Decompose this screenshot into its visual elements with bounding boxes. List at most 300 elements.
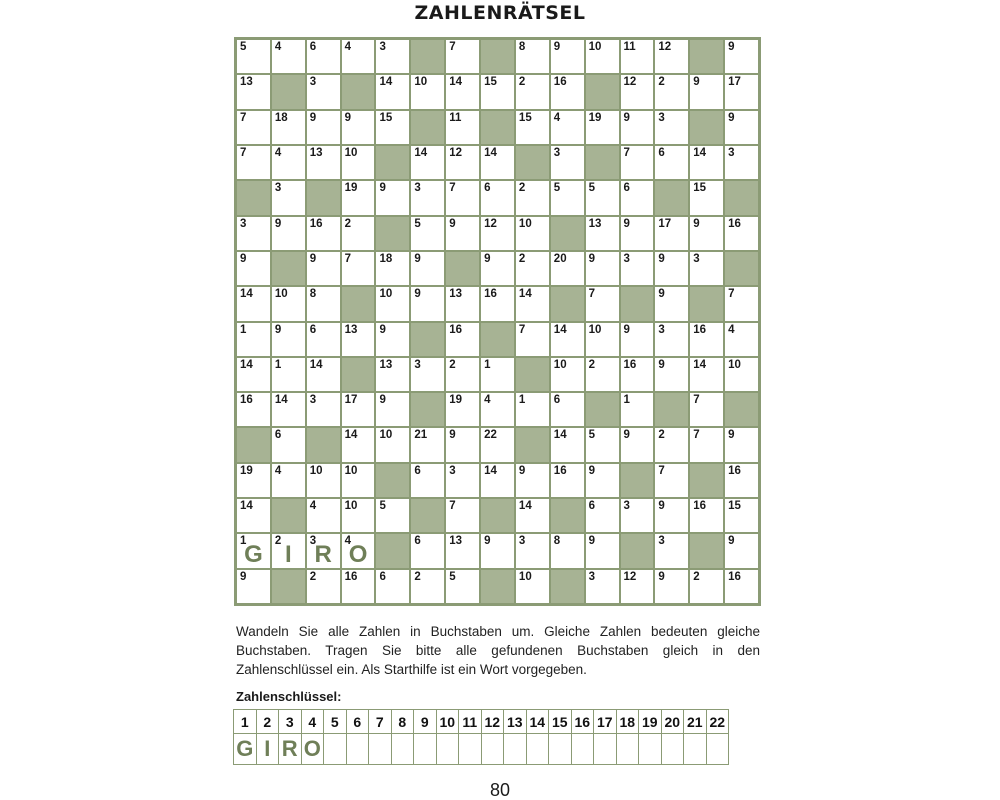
grid-cell[interactable]	[516, 570, 549, 603]
grid-cell[interactable]	[446, 146, 479, 179]
grid-cell[interactable]	[690, 428, 723, 461]
key-letter-cell[interactable]: R	[279, 734, 302, 765]
cell-number: 13	[449, 535, 462, 548]
grid-cell[interactable]	[307, 393, 340, 426]
grid-cell[interactable]	[446, 75, 479, 108]
cell-number: 15	[693, 182, 707, 195]
cell-number: 1	[240, 535, 247, 548]
key-letter-cell[interactable]	[706, 734, 729, 765]
cell-number: 14	[693, 146, 707, 159]
grid-cell[interactable]	[307, 534, 340, 567]
cell-number: 1	[518, 394, 526, 407]
cell-number: 14	[379, 76, 393, 89]
cell-number: 16	[553, 76, 567, 89]
blocked-cell	[690, 534, 723, 567]
grid-cell[interactable]	[376, 428, 409, 461]
grid-cell[interactable]	[725, 146, 758, 179]
grid-cell[interactable]	[516, 323, 549, 356]
grid-cell[interactable]	[516, 393, 549, 426]
grid-cell[interactable]	[342, 111, 375, 144]
cell-number: 14	[553, 323, 567, 336]
grid-cell[interactable]	[237, 146, 270, 179]
grid-cell[interactable]	[621, 146, 654, 179]
number-key-table	[233, 709, 729, 765]
grid-cell[interactable]	[586, 287, 619, 320]
cell-number: 6	[553, 394, 561, 407]
key-number-cell: 6	[346, 710, 369, 734]
grid-cell[interactable]	[516, 534, 549, 567]
grid-cell[interactable]	[481, 75, 514, 108]
key-letter-cell[interactable]: I	[256, 734, 279, 765]
grid-cell[interactable]	[690, 75, 723, 108]
grid-cell[interactable]	[690, 499, 723, 532]
cell-number: 2	[518, 252, 526, 265]
grid-cell[interactable]	[551, 428, 584, 461]
grid-cell[interactable]	[655, 499, 688, 532]
grid-cell[interactable]	[725, 534, 758, 567]
grid-cell[interactable]	[376, 181, 409, 214]
blocked-cell	[411, 393, 444, 426]
blocked-cell	[411, 323, 444, 356]
grid-cell[interactable]	[516, 40, 549, 73]
blocked-cell	[551, 499, 584, 532]
grid-cell[interactable]	[481, 287, 514, 320]
cell-number: 10	[728, 358, 741, 371]
grid-cell[interactable]	[376, 287, 409, 320]
key-letter-cell[interactable]	[459, 734, 482, 765]
blocked-cell	[690, 111, 723, 144]
grid-cell[interactable]	[481, 393, 514, 426]
grid-cell[interactable]	[307, 111, 340, 144]
grid-cell[interactable]	[725, 464, 758, 497]
grid-cell[interactable]	[621, 40, 654, 73]
cell-number: 10	[518, 217, 532, 230]
grid-cell[interactable]	[237, 534, 270, 567]
grid-cell[interactable]	[655, 358, 688, 391]
grid-cell[interactable]	[307, 40, 340, 73]
grid-cell[interactable]	[307, 323, 340, 356]
grid-cell[interactable]	[655, 40, 688, 73]
grid-cell[interactable]	[411, 252, 444, 285]
key-letter-cell[interactable]	[526, 734, 549, 765]
cell-number: 14	[484, 146, 497, 159]
key-letter-cell[interactable]	[594, 734, 617, 765]
grid-cell[interactable]	[481, 534, 514, 567]
grid-cell[interactable]	[307, 146, 340, 179]
grid-cell[interactable]	[272, 111, 305, 144]
given-letter: O	[348, 540, 368, 568]
grid-cell[interactable]	[690, 217, 723, 250]
grid-cell[interactable]	[655, 287, 688, 320]
grid-cell[interactable]	[446, 181, 479, 214]
blocked-cell	[342, 358, 375, 391]
grid-cell[interactable]	[446, 358, 479, 391]
grid-cell[interactable]	[272, 146, 305, 179]
grid-cell[interactable]	[307, 287, 340, 320]
grid-cell[interactable]	[237, 323, 270, 356]
cell-number: 2	[274, 535, 282, 548]
grid-cell[interactable]	[237, 358, 270, 391]
grid-cell[interactable]	[621, 217, 654, 250]
key-letter-cell[interactable]	[639, 734, 662, 765]
cell-number: 15	[518, 111, 532, 124]
grid-cell[interactable]	[237, 111, 270, 144]
grid-cell[interactable]	[411, 287, 444, 320]
cell-number: 19	[588, 111, 602, 124]
grid-cell[interactable]	[586, 217, 619, 250]
grid-cell[interactable]	[376, 358, 409, 391]
cell-number: 9	[274, 323, 282, 336]
cell-number: 13	[449, 288, 462, 301]
grid-cell[interactable]	[411, 570, 444, 603]
grid-cell[interactable]	[342, 323, 375, 356]
grid-cell[interactable]	[272, 534, 305, 567]
grid-cell[interactable]	[621, 499, 654, 532]
blocked-cell	[481, 40, 514, 73]
grid-cell[interactable]	[342, 393, 375, 426]
cell-number: 7	[240, 146, 247, 159]
key-letter-cell[interactable]	[684, 734, 707, 765]
grid-cell[interactable]	[411, 181, 444, 214]
grid-cell[interactable]	[376, 40, 409, 73]
grid-cell[interactable]	[446, 393, 479, 426]
grid-cell[interactable]	[237, 393, 270, 426]
grid-cell[interactable]	[551, 464, 584, 497]
grid-cell[interactable]	[655, 111, 688, 144]
key-letter-cell[interactable]	[571, 734, 594, 765]
cell-number: 17	[658, 217, 672, 230]
cell-number: 13	[240, 76, 253, 89]
grid-cell[interactable]	[446, 464, 479, 497]
grid-cell[interactable]	[446, 111, 479, 144]
grid-cell[interactable]	[621, 393, 654, 426]
grid-cell[interactable]	[655, 75, 688, 108]
cell-number: 10	[553, 358, 567, 371]
cell-number: 3	[274, 182, 282, 195]
cell-number: 11	[623, 41, 636, 53]
grid-cell[interactable]	[690, 323, 723, 356]
grid-cell[interactable]	[690, 393, 723, 426]
cell-number: 9	[484, 535, 491, 548]
grid-cell[interactable]	[446, 570, 479, 603]
blocked-cell	[655, 393, 688, 426]
grid-cell[interactable]	[586, 323, 619, 356]
grid-cell[interactable]	[272, 428, 305, 461]
grid-cell[interactable]	[237, 464, 270, 497]
grid-cell[interactable]	[307, 217, 340, 250]
grid-cell[interactable]	[376, 570, 409, 603]
cell-number: 3	[658, 111, 665, 124]
grid-cell[interactable]	[342, 252, 375, 285]
grid-cell[interactable]	[446, 323, 479, 356]
cell-number: 10	[344, 146, 358, 159]
grid-cell[interactable]	[342, 499, 375, 532]
grid-cell[interactable]	[690, 252, 723, 285]
grid-cell[interactable]	[586, 570, 619, 603]
grid-cell[interactable]	[272, 181, 305, 214]
grid-cell[interactable]	[272, 287, 305, 320]
cell-number: 14	[240, 288, 253, 301]
grid-cell[interactable]	[655, 464, 688, 497]
cell-number: 9	[728, 111, 735, 124]
grid-cell[interactable]	[551, 393, 584, 426]
cell-number: 12	[449, 146, 462, 159]
cell-number: 16	[449, 323, 462, 336]
grid-cell[interactable]	[516, 181, 549, 214]
grid-cell[interactable]	[237, 287, 270, 320]
cell-number: 7	[658, 464, 665, 477]
grid-cell[interactable]	[411, 534, 444, 567]
grid-cell[interactable]	[342, 534, 375, 567]
cell-number: 9	[414, 252, 421, 265]
grid-cell[interactable]	[655, 428, 688, 461]
key-numbers-row	[234, 710, 729, 734]
key-number-cell: 4	[301, 710, 324, 734]
cell-number: 13	[344, 323, 358, 336]
blocked-cell	[586, 393, 619, 426]
grid-cell[interactable]	[342, 428, 375, 461]
grid-cell[interactable]	[376, 393, 409, 426]
cell-number: 15	[379, 111, 393, 124]
grid-cell[interactable]	[690, 146, 723, 179]
cell-number: 9	[588, 252, 596, 265]
grid-cell[interactable]	[272, 358, 305, 391]
cell-number: 14	[309, 358, 323, 371]
grid-cell[interactable]	[342, 146, 375, 179]
grid-cell[interactable]	[237, 252, 270, 285]
grid-cell[interactable]	[481, 358, 514, 391]
blocked-cell	[621, 464, 654, 497]
grid-cell[interactable]	[655, 217, 688, 250]
grid-cell[interactable]	[621, 252, 654, 285]
cell-number: 12	[658, 41, 672, 53]
blocked-cell	[446, 252, 479, 285]
cell-number: 16	[240, 394, 253, 407]
grid-cell[interactable]	[272, 464, 305, 497]
cell-number: 9	[379, 323, 386, 336]
cell-number: 2	[658, 76, 665, 89]
grid-cell[interactable]	[272, 393, 305, 426]
grid-cell[interactable]	[307, 570, 340, 603]
grid-cell[interactable]	[690, 181, 723, 214]
grid-cell[interactable]	[446, 40, 479, 73]
grid-cell[interactable]	[376, 499, 409, 532]
cell-number: 10	[414, 76, 428, 89]
grid-cell[interactable]	[446, 287, 479, 320]
grid-cell[interactable]	[655, 570, 688, 603]
grid-cell[interactable]	[621, 111, 654, 144]
grid-cell[interactable]	[655, 323, 688, 356]
grid-cell[interactable]	[551, 40, 584, 73]
grid-cell[interactable]	[690, 358, 723, 391]
grid-cell[interactable]	[516, 217, 549, 250]
grid-cell[interactable]	[725, 111, 758, 144]
grid-cell[interactable]	[481, 181, 514, 214]
grid-cell[interactable]	[621, 75, 654, 108]
grid-cell[interactable]	[272, 323, 305, 356]
grid-cell[interactable]	[516, 499, 549, 532]
grid-cell[interactable]	[621, 358, 654, 391]
blocked-cell	[655, 181, 688, 214]
grid-cell[interactable]	[446, 534, 479, 567]
key-letter-cell[interactable]	[346, 734, 369, 765]
blocked-cell	[272, 75, 305, 108]
grid-cell[interactable]	[725, 358, 758, 391]
grid-cell[interactable]	[481, 217, 514, 250]
grid-cell[interactable]	[481, 146, 514, 179]
grid-cell[interactable]	[725, 499, 758, 532]
grid-cell[interactable]	[411, 75, 444, 108]
blocked-cell	[272, 252, 305, 285]
grid-cell[interactable]	[411, 146, 444, 179]
grid-cell[interactable]	[725, 217, 758, 250]
key-letter-cell[interactable]: G	[234, 734, 257, 765]
cell-number: 9	[623, 429, 630, 442]
grid-cell[interactable]	[342, 570, 375, 603]
grid-cell[interactable]	[586, 252, 619, 285]
grid-cell[interactable]	[272, 217, 305, 250]
grid-cell[interactable]	[237, 75, 270, 108]
grid-cell[interactable]	[725, 428, 758, 461]
grid-cell[interactable]	[621, 323, 654, 356]
grid-cell[interactable]	[516, 464, 549, 497]
blocked-cell	[272, 499, 305, 532]
grid-cell[interactable]	[481, 252, 514, 285]
key-letter-cell[interactable]	[616, 734, 639, 765]
blocked-cell	[411, 499, 444, 532]
grid-cell[interactable]	[516, 111, 549, 144]
key-number-cell: 20	[661, 710, 684, 734]
key-number-cell: 5	[324, 710, 347, 734]
grid-cell[interactable]	[655, 146, 688, 179]
grid-cell[interactable]	[342, 40, 375, 73]
grid-cell[interactable]	[621, 428, 654, 461]
grid-cell[interactable]	[516, 252, 549, 285]
grid-cell[interactable]	[621, 181, 654, 214]
cell-number: 10	[344, 500, 358, 513]
grid-cell[interactable]	[342, 464, 375, 497]
grid-cell[interactable]	[551, 75, 584, 108]
grid-cell[interactable]	[586, 464, 619, 497]
grid-cell[interactable]	[586, 181, 619, 214]
grid-cell[interactable]	[411, 358, 444, 391]
grid-cell[interactable]	[551, 323, 584, 356]
cell-number: 9	[379, 182, 386, 195]
grid-cell[interactable]	[411, 217, 444, 250]
key-number-cell: 8	[391, 710, 414, 734]
grid-cell[interactable]	[586, 499, 619, 532]
grid-cell[interactable]	[342, 217, 375, 250]
grid-cell[interactable]	[551, 181, 584, 214]
grid-cell[interactable]	[237, 570, 270, 603]
grid-cell[interactable]	[725, 40, 758, 73]
cell-number: 9	[728, 535, 735, 548]
grid-cell[interactable]	[376, 323, 409, 356]
puzzle-title: ZAHLENRÄTSEL	[414, 2, 586, 24]
key-letter-cell[interactable]	[504, 734, 527, 765]
grid-cell[interactable]	[307, 464, 340, 497]
blocked-cell	[551, 570, 584, 603]
cell-number: 9	[728, 41, 735, 53]
grid-cell[interactable]	[307, 499, 340, 532]
grid-cell[interactable]	[411, 428, 444, 461]
grid-cell[interactable]	[516, 287, 549, 320]
cell-number: 9	[658, 288, 665, 301]
key-letter-cell[interactable]: O	[301, 734, 324, 765]
cell-number: 4	[274, 464, 282, 477]
grid-cell[interactable]	[237, 217, 270, 250]
blocked-cell	[690, 40, 723, 73]
grid-cell[interactable]	[586, 428, 619, 461]
key-letter-cell[interactable]	[414, 734, 437, 765]
grid-cell[interactable]	[516, 75, 549, 108]
grid-cell[interactable]	[725, 323, 758, 356]
grid-cell[interactable]	[551, 534, 584, 567]
grid-cell[interactable]	[551, 146, 584, 179]
grid-cell[interactable]	[307, 358, 340, 391]
key-letter-cell[interactable]	[549, 734, 572, 765]
cell-number: 9	[728, 429, 735, 442]
grid-cell[interactable]	[272, 40, 305, 73]
cell-number: 3	[309, 535, 317, 548]
grid-cell[interactable]	[376, 252, 409, 285]
key-letter-cell[interactable]	[481, 734, 504, 765]
grid-cell[interactable]	[621, 570, 654, 603]
grid-cell[interactable]	[446, 499, 479, 532]
blocked-cell	[376, 217, 409, 250]
grid-cell[interactable]	[586, 111, 619, 144]
cell-number: 6	[658, 146, 665, 159]
cell-number: 7	[449, 41, 456, 53]
cell-number: 1	[240, 323, 247, 336]
grid-cell[interactable]	[237, 499, 270, 532]
grid-cell[interactable]	[586, 358, 619, 391]
grid-cell[interactable]	[725, 75, 758, 108]
key-letter-cell[interactable]	[369, 734, 392, 765]
key-letter-cell[interactable]	[391, 734, 414, 765]
grid-cell[interactable]	[551, 358, 584, 391]
key-letter-cell[interactable]	[324, 734, 347, 765]
grid-cell[interactable]	[725, 287, 758, 320]
grid-cell[interactable]	[446, 428, 479, 461]
grid-cell[interactable]	[725, 570, 758, 603]
grid-cell[interactable]	[342, 181, 375, 214]
grid-cell[interactable]	[307, 252, 340, 285]
grid-cell[interactable]	[411, 464, 444, 497]
grid-cell[interactable]	[586, 40, 619, 73]
cell-number: 9	[518, 464, 526, 477]
grid-cell[interactable]	[551, 111, 584, 144]
grid-cell[interactable]	[551, 252, 584, 285]
key-letter-cell[interactable]	[661, 734, 684, 765]
cell-number: 2	[518, 76, 526, 89]
key-letter-cell[interactable]	[436, 734, 459, 765]
grid-cell[interactable]	[481, 428, 514, 461]
grid-cell[interactable]	[655, 252, 688, 285]
grid-cell[interactable]	[690, 570, 723, 603]
grid-cell[interactable]	[307, 75, 340, 108]
grid-cell[interactable]	[446, 217, 479, 250]
grid-cell[interactable]	[376, 111, 409, 144]
grid-cell[interactable]	[586, 534, 619, 567]
cell-number: 10	[309, 464, 323, 477]
cell-number: 8	[553, 535, 561, 548]
grid-cell[interactable]	[237, 40, 270, 73]
blocked-cell	[481, 570, 514, 603]
grid-cell[interactable]	[481, 464, 514, 497]
grid-cell[interactable]	[376, 75, 409, 108]
grid-cell[interactable]	[655, 534, 688, 567]
